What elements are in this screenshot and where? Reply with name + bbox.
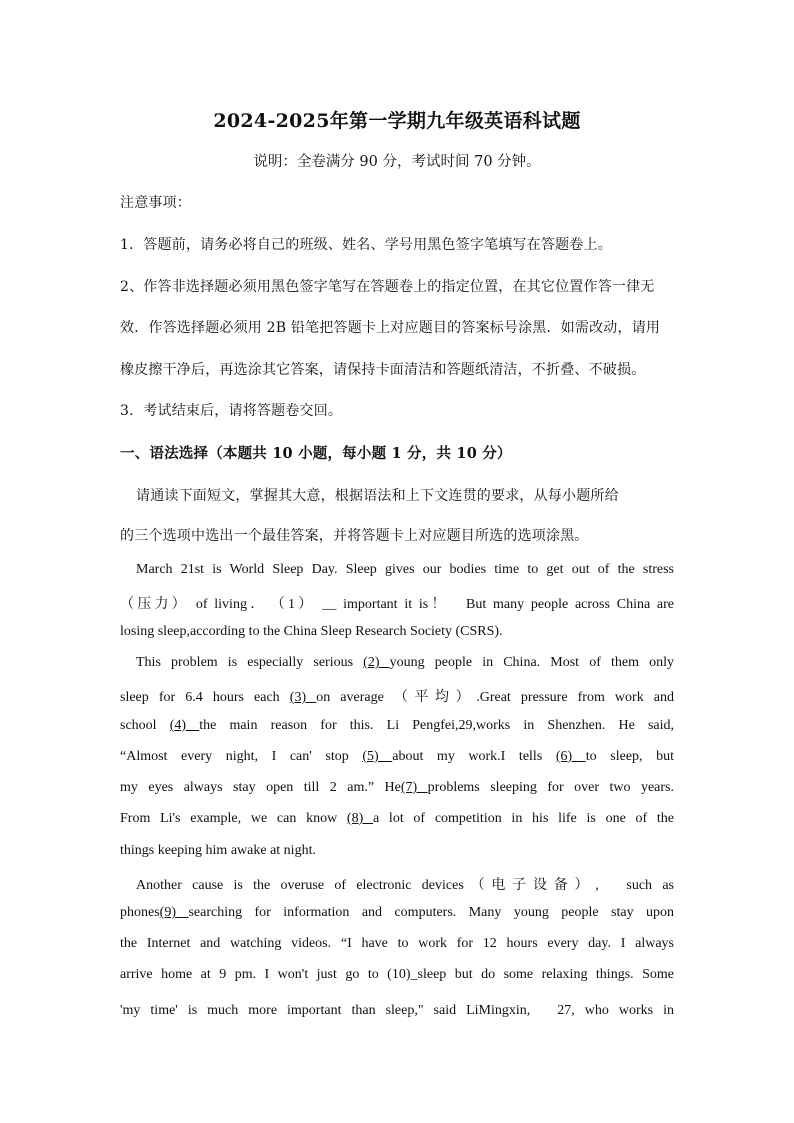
passage-line: things keeping him awake at night.	[120, 843, 316, 858]
note-line-5: 3．考试结束后，请将答题卷交回。	[120, 403, 343, 419]
passage-line: 'my time' is much more important than sleep," said LiMingxin, 27, who works in	[120, 1003, 674, 1018]
passage-line	[120, 718, 674, 734]
blank-3: (3)	[289, 690, 317, 705]
text-segment: phones	[120, 905, 160, 920]
note-line-2: 2、作答非选择题必须用黑色签字笔写在答题卷上的指定位置，在其它位置作答一律无	[120, 279, 655, 295]
text-segment: From Li's example, we can know	[120, 811, 338, 826]
blank-6: (6)	[555, 749, 586, 764]
instruction-line-2: 的三个选项中选出一个最佳答案，并将答题卡上对应题目所选的选项涂黑。	[120, 528, 589, 544]
passage-line	[120, 686, 674, 706]
blank-2: (2)	[363, 655, 390, 670]
passage-line	[120, 655, 674, 671]
exam-description: 说明：全卷满分 90 分，考试时间 70 分钟。	[253, 154, 541, 170]
text-segment: sleep but do some relaxing things. Some	[417, 967, 674, 982]
text-segment: school	[120, 718, 157, 733]
text-segment: sleep for 6.4 hours each	[120, 690, 280, 705]
text-segment: This problem is especially serious	[136, 655, 354, 670]
passage-line	[120, 811, 674, 827]
text-segment: on average （平均）.Great pressure from work and	[316, 690, 675, 705]
text-segment: to sleep, but	[585, 749, 675, 764]
text-segment: searching for information and computers. Many young people stay upon	[188, 905, 674, 920]
passage-line	[120, 905, 674, 921]
text-segment: “Almost every night, I can' stop	[120, 749, 349, 764]
section-heading: 一、语法选择（本题共 10 小题，每小题 1 分，共 10 分）	[120, 445, 512, 462]
text-segment: my eyes always stay open till 2 am.” He	[120, 780, 401, 795]
note-line-4: 橡皮擦干净后，再选涂其它答案，请保持卡面清洁和答题纸清洁，不折叠、不破损。	[120, 362, 646, 378]
passage-line: March 21st is World Sleep Day. Sleep gives our bodies time to get out of the stress	[136, 562, 674, 577]
passage-line: losing sleep,according to the China Sleep Research Society (CSRS).	[120, 624, 503, 639]
blank-8: (8)	[346, 811, 373, 826]
text-segment: about my work.I tells	[392, 749, 543, 764]
blank-1: __	[322, 597, 337, 612]
blank-4: (4)	[169, 718, 200, 733]
text-segment: important it is！ But many people across China are	[343, 597, 675, 612]
note-line-3: 效．作答选择题必须用 2B 铅笔把答题卡上对应题目的答案标号涂黑．如需改动，请用	[120, 320, 661, 336]
notes-heading: 注意事项：	[120, 195, 191, 211]
passage-line	[120, 593, 674, 613]
instruction-line-1: 请通读下面短文，掌握其大意，根据语法和上下文连贯的要求，从每小题所给	[136, 488, 619, 504]
passage-line	[120, 749, 674, 765]
blank-5: (5)	[362, 749, 393, 764]
passage-line	[120, 780, 674, 796]
passage-line: the Internet and watching videos. “I have to work for 12 hours every day. I always	[120, 936, 674, 951]
passage-line	[120, 967, 674, 983]
passage-line: Another cause is the overuse of electronic devices（电子设备）, such as	[136, 878, 674, 893]
blank-7: (7)	[400, 780, 428, 795]
blank-10: _	[410, 967, 418, 982]
page-title: 2024-2025年第一学期九年级英语科试题	[213, 110, 581, 132]
text-segment: problems sleeping for over two years.	[427, 780, 674, 795]
text-segment: young people in China. Most of them only	[389, 655, 674, 670]
note-line-1: 1．答题前，请务必将自己的班级、姓名、学号用黑色签字笔填写在答题卷上。	[120, 237, 612, 253]
text-segment: arrive home at 9 pm. I won't just go to (10)	[120, 967, 411, 982]
text-segment: （压力） of living． （1）	[120, 597, 316, 612]
text-segment: the main reason for this. Li Pengfei,29,works in Shenzhen. He said,	[199, 718, 675, 733]
blank-9: (9)	[159, 905, 189, 920]
text-segment: a lot of competition in his life is one of the	[372, 811, 675, 826]
